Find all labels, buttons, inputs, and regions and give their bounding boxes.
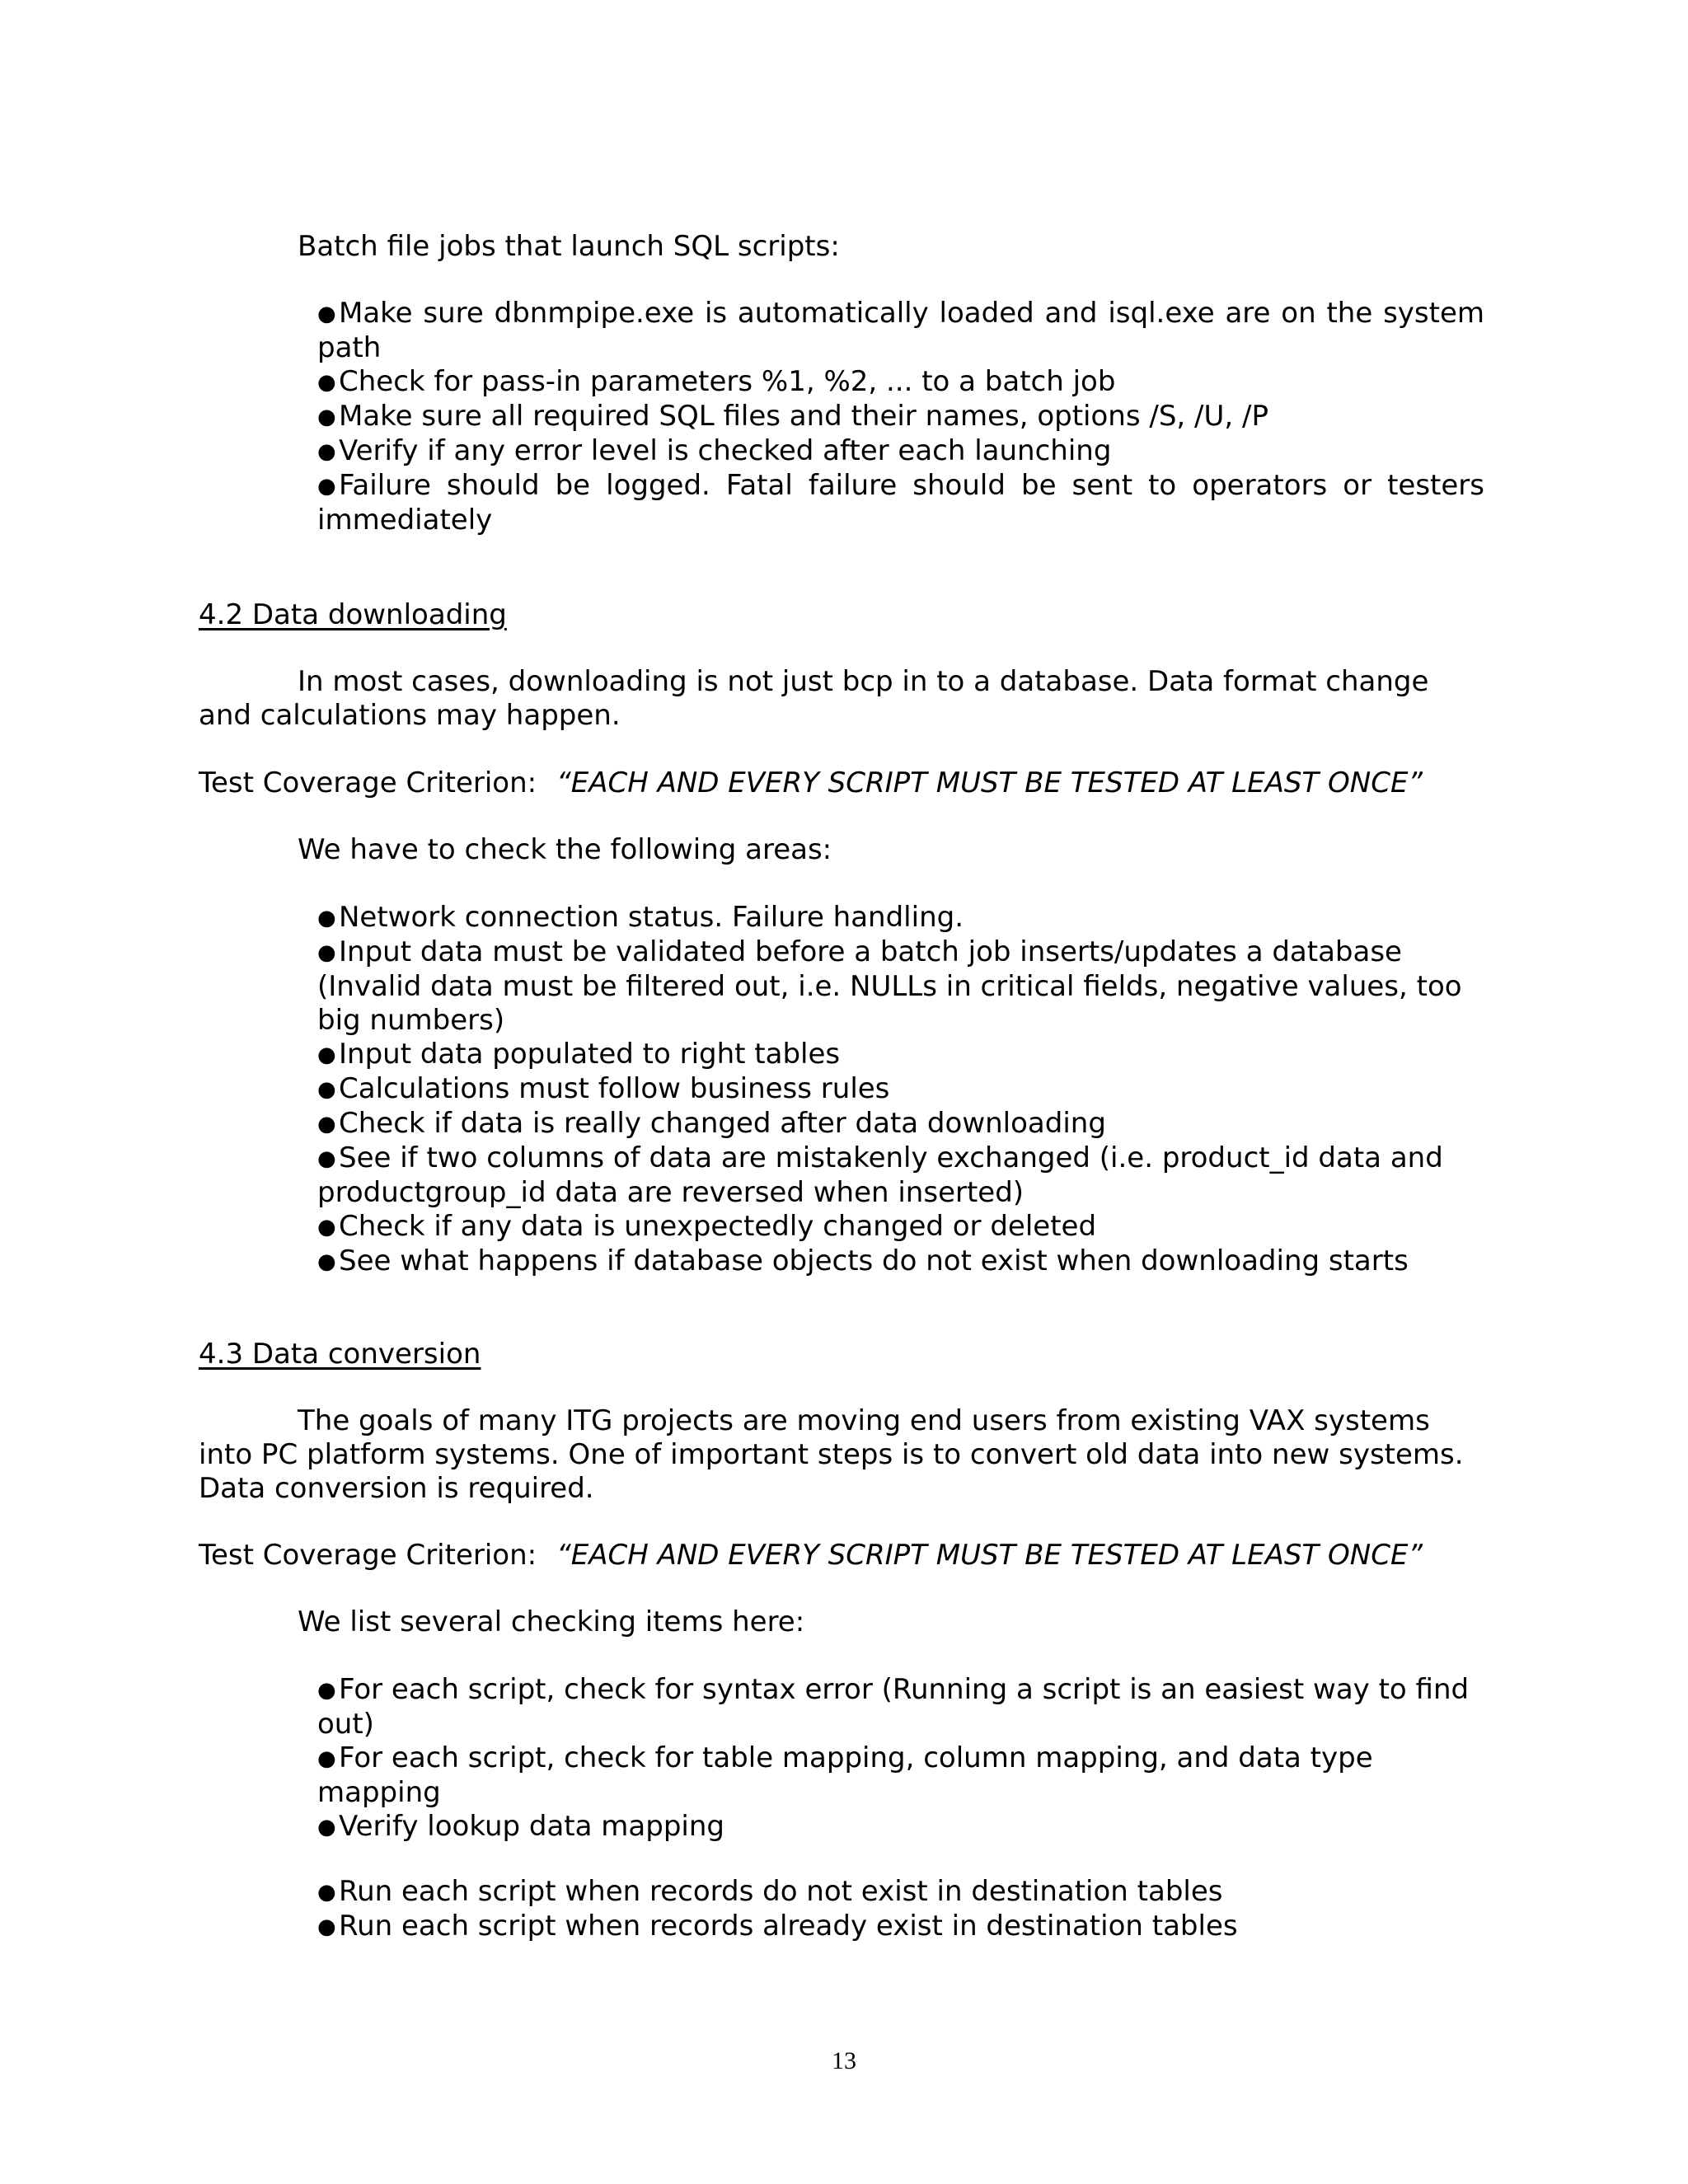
list-item-text: Make sure all required SQL files and their names, options /S, /U, /P [339,400,1268,433]
criterion-label: Test Coverage Criterion: [199,1539,537,1572]
bullet-icon: ● [317,474,336,499]
list-item-text: Input data populated to right tables [339,1038,841,1071]
conversion-intro: We list several checking items here: [298,1605,805,1638]
list-item-text: For each script, check for table mapping, column mapping, and data type mapping [317,1741,1373,1809]
list-item [317,1210,1484,1244]
bullet-icon: ● [317,1215,336,1240]
batch-intro: Batch file jobs that launch SQL scripts: [298,230,840,263]
list-item-text: Check for pass-in parameters %1, %2, ... to a batch job [339,365,1116,398]
section-heading-data-downloading: 4.2 Data downloading [199,598,507,631]
list-item-text: Check if data is really changed after data downloading [339,1107,1106,1140]
page-number: 13 [832,2047,856,2074]
list-item-text: See what happens if database objects do not exist when downloading starts [339,1244,1409,1277]
bullet-icon: ● [317,1880,336,1905]
bullet-icon: ● [317,302,336,326]
conversion-run-checklist [317,1875,1484,1944]
bullet-icon: ● [317,370,336,395]
bullet-icon: ● [317,1815,336,1840]
list-item [317,1244,1484,1279]
conversion-checklist [317,1673,1484,1844]
download-checklist [317,901,1484,1279]
conversion-paragraph: The goals of many ITG projects are moving end users from existing VAX systems into PC platform systems. One of important steps is to convert old data into new systems. Data conversion is required. [199,1404,1464,1505]
list-item [317,434,1484,469]
list-item [317,1072,1484,1107]
list-item [317,1810,1484,1844]
download-intro: We have to check the following areas: [298,833,832,866]
list-item-text: Network connection status. Failure handling. [339,901,964,934]
list-item-text: Calculations must follow business rules [339,1072,890,1105]
bullet-icon: ● [317,439,336,464]
criterion-quote: “EACH AND EVERY SCRIPT MUST BE TESTED AT LEAST ONCE” [556,766,1423,799]
list-item-text: Verify lookup data mapping [339,1810,724,1843]
list-item [317,901,1484,935]
list-item [317,1107,1484,1141]
list-item [317,935,1484,1038]
list-item-text: Run each script when records do not exist in destination tables [339,1875,1223,1908]
list-item-text: Make sure dbnmpipe.exe is automatically loaded and isql.exe are on the system path [317,297,1484,364]
list-item [317,1673,1484,1741]
bullet-icon: ● [317,1249,336,1274]
download-paragraph: In most cases, downloading is not just bcp in to a database. Data format change and calculations may happen. [199,665,1429,732]
criterion-label: Test Coverage Criterion: [199,766,537,799]
list-item-text: See if two columns of data are mistakenly exchanged (i.e. product_id data and productgroup_id data are reversed when inserted) [317,1141,1443,1209]
bullet-icon: ● [317,405,336,429]
list-item-text: Check if any data is unexpectedly changed or deleted [339,1210,1097,1243]
list-item [317,365,1484,400]
bullet-icon: ● [317,1112,336,1137]
list-item [317,297,1484,365]
bullet-icon: ● [317,1678,336,1703]
conversion-criterion [199,1539,1423,1572]
list-item [317,1910,1484,1944]
list-item [317,1875,1484,1910]
download-criterion [199,766,1423,800]
list-item-text: Failure should be logged. Fatal failure should be sent to operators or testers immediately [317,469,1484,537]
bullet-icon: ● [317,1146,336,1171]
batch-checklist [317,297,1484,537]
list-item-text: Input data must be validated before a batch job inserts/updates a database (Invalid data must be filtered out, i.e. NULLs in critical fields, negative values, too big numbers) [317,935,1462,1037]
list-item [317,1741,1484,1810]
list-item [317,469,1484,537]
bullet-icon: ● [317,940,336,965]
list-item-text: Run each script when records already exist in destination tables [339,1910,1238,1943]
bullet-icon: ● [317,1077,336,1102]
section-heading-data-conversion: 4.3 Data conversion [199,1338,481,1371]
criterion-quote: “EACH AND EVERY SCRIPT MUST BE TESTED AT LEAST ONCE” [556,1539,1423,1572]
list-item [317,400,1484,434]
list-item-text: Verify if any error level is checked after each launching [339,434,1112,467]
list-item [317,1038,1484,1072]
list-item-text: For each script, check for syntax error (Running a script is an easiest way to find out) [317,1673,1470,1741]
bullet-icon: ● [317,1915,336,1939]
bullet-icon: ● [317,906,336,930]
list-item [317,1141,1484,1210]
bullet-icon: ● [317,1043,336,1067]
bullet-icon: ● [317,1746,336,1771]
